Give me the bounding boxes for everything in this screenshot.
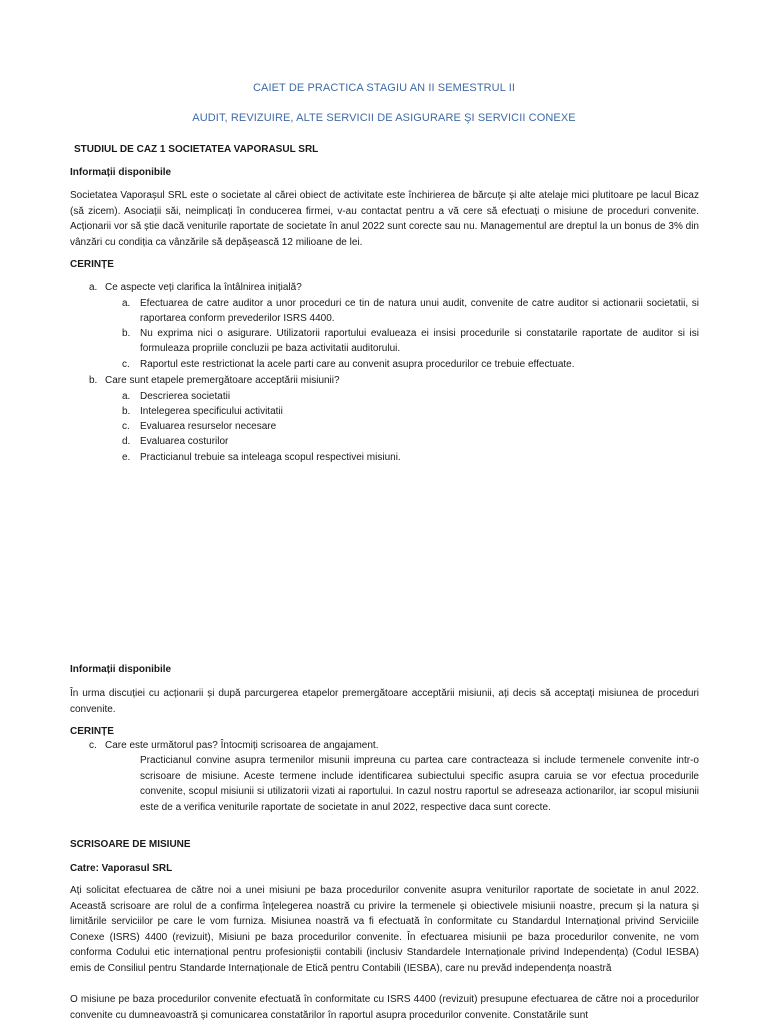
list-item: Evaluarea costurilor xyxy=(140,436,229,447)
letter-paragraph: O misiune pe baza procedurilor convenite efectuată în conformitate cu ISRS 4400 (revizuit) presupune efectuarea de către noi a procedurilor convenite cu dumneavoastră și comunicarea constatărilor în raportul asupra procedurilor convenite. Constatările sunt xyxy=(70,994,699,1021)
info-heading: Informații disponibile xyxy=(70,664,172,675)
list-item-marker: b. xyxy=(122,328,131,339)
question-a-marker: a. xyxy=(89,282,98,293)
document-subtitle: AUDIT, REVIZUIRE, ALTE SERVICII DE ASIGURARE ŞI SERVICII CONEXE xyxy=(192,112,576,124)
question-b-text: Care sunt etapele premergătoare acceptării misiunii? xyxy=(105,375,340,386)
letter-recipient: Catre: Vaporasul SRL xyxy=(70,863,173,874)
list-item-marker: e. xyxy=(122,452,131,463)
question-a-text: Ce aspecte veți clarifica la întâlnirea inițială? xyxy=(105,282,302,293)
answer-paragraph: Practicianul convine asupra termenilor misunii impreuna cu partea care contracteaza si include termenele convenite intr-o scrisoare de misiune. Aceste termene include identificarea subiectului specific asupra caruia se vor efectua procedurile convenite, scopul misiunii si utilizatorii vizati ai raportului. In cazul nostru raportul se adreseaza actionarilor, iar scopul misiunii este de a verifica veniturile raportate de societate in anul 2022, respective daca sunt corecte. xyxy=(140,755,699,813)
list-item-marker: a. xyxy=(122,391,131,402)
list-item: Evaluarea resurselor necesare xyxy=(140,421,277,432)
list-item: Nu exprima nici o asigurare. Utilizatorii raportului evalueaza ei insisi procedurile si constatarile raportate de auditor si isi formuleaza propriile concluzii pe baza activitatii auditorului. xyxy=(140,328,699,354)
question-c-text: Care este următorul pas? Întocmiți scrisoarea de angajament. xyxy=(105,740,379,751)
list-item-marker: c. xyxy=(122,359,130,370)
question-c-marker: c. xyxy=(89,740,97,751)
letter-heading: SCRISOARE DE MISIUNE xyxy=(70,839,191,850)
document-title: CAIET DE PRACTICA STAGIU AN II SEMESTRUL II xyxy=(252,82,516,94)
info-paragraph: În urma discuției cu acționarii și după parcurgerea etapelor premergătoare acceptării misiunii, ați decis să acceptați misiunea de proceduri convenite. xyxy=(70,688,699,715)
list-item-marker: d. xyxy=(122,436,131,447)
case-study-title: STUDIUL DE CAZ 1 SOCIETATEA VAPORASUL SRL xyxy=(74,144,319,155)
list-item-marker: b. xyxy=(122,406,131,417)
requirements-heading: CERINȚE xyxy=(70,259,114,270)
list-item: Descrierea societatii xyxy=(140,391,231,402)
info-paragraph: Societatea Vaporașul SRL este o societate al cărei obiect de activitate este închirierea de bărcuțe și alte atelaje mici plutitoare pe lacul Bicaz (să zicem). Asociații săi, neimplicați în conducerea firmei, v-au contactat pentru a vă cere să efectuați o misiune de proceduri convenite. Acționarii vor să știe dacă veniturile raportate de societate în anul 2022 sunt corecte sau nu. Managementul are dreptul la un bonus de 3% din vânzări cu condiția ca vânzările să depășească 12 milioane de lei. xyxy=(70,190,699,248)
list-item-marker: a. xyxy=(122,298,131,309)
list-item: Raportul este restrictionat la acele parti care au convenit asupra procedurilor ce trebuie effectuate. xyxy=(140,359,575,370)
letter-paragraph: Ați solicitat efectuarea de către noi a unei misiuni pe baza procedurilor convenite asupra veniturilor raportate de societate in anul 2022. Această scrisoare are rolul de a confirma înțelegerea noastră cu privire la termenele și obiectivele misiunii noastre, precum și la natura și limitările serviciilor pe care le vom furniza. Misiunea noastră va fi efectuată în conformitate cu Standardul Internațional privind Serviciile Conexe (ISRS) 4400 (revizuit), Misiuni pe baza procedurilor convenite. În efectuarea misiunii pe baza procedurilor convenite, ne vom conforma Codului etic internațional pentru profesioniștii contabili (inclusiv Standardele Internaționale privind Independența) (Codul IESBA) emis de Consiliul pentru Standarde Internaționale de Etică pentru Contabili (IESBA), care nu prevăd independența noastră xyxy=(70,885,699,974)
list-item: Practicianul trebuie sa inteleaga scopul respectivei misiuni. xyxy=(140,452,401,463)
question-b-marker: b. xyxy=(89,375,98,386)
list-item: Intelegerea specificului activitatii xyxy=(140,406,283,417)
info-heading: Informații disponibile xyxy=(70,167,172,178)
list-item-marker: c. xyxy=(122,421,130,432)
requirements-heading: CERINȚE xyxy=(70,726,114,737)
list-item: Efectuarea de catre auditor a unor proceduri ce tin de natura unui audit, convenite de catre auditor si actionarii societatii, si raportarea conform prevederilor ISRS 4400. xyxy=(140,298,699,324)
